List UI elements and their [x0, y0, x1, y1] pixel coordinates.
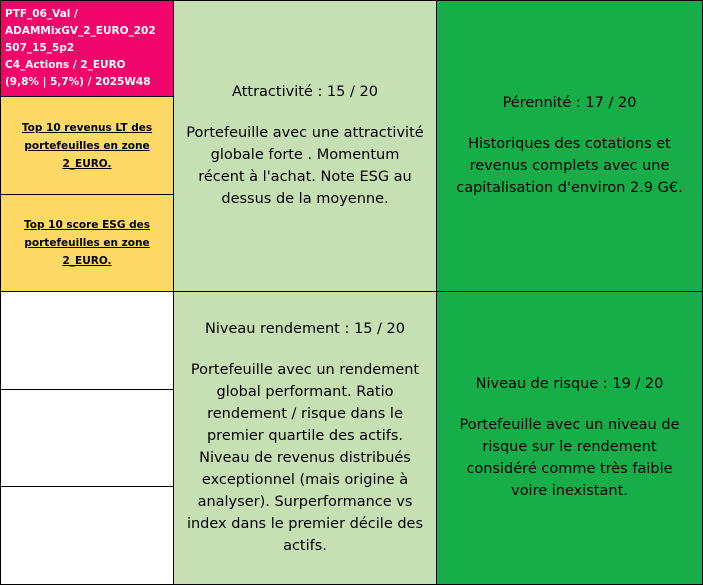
description-line: globale forte . Momentum: [210, 147, 400, 163]
top-revenus-link-line: 2_EURO.: [62, 157, 112, 170]
description-line: Historiques des cotations et: [468, 136, 671, 152]
description-line: exceptionnel (mais origine à: [201, 472, 409, 488]
description-line: index dans le premier décile des: [186, 516, 424, 532]
portfolio-header-cell: [0, 0, 174, 97]
top-esg-link[interactable]: [24, 216, 150, 270]
description-line: rendement / risque dans le: [207, 406, 403, 422]
perennite-title: Pérennité : 17 / 20: [502, 95, 637, 111]
rendement-title: Niveau rendement : 15 / 20: [205, 321, 405, 337]
empty-cell: [0, 389, 174, 487]
description-line: revenus complets avec une: [469, 158, 670, 174]
empty-cell: [0, 291, 174, 390]
description-line: risque sur le rendement: [482, 439, 657, 455]
attractivite-title: Attractivité : 15 / 20: [232, 84, 378, 100]
description-line: dessus de la moyenne.: [221, 191, 389, 207]
top-esg-link-line: Top 10 score ESG des: [24, 219, 150, 231]
portfolio-header-line: (9,8% | 5,7%) / 2025W48: [5, 76, 151, 88]
top-revenus-link-line: Top 10 revenus LT des: [21, 121, 153, 134]
description-line: récent à l'achat. Note ESG au: [198, 169, 412, 185]
description-line: voire inexistant.: [511, 483, 628, 499]
top-revenus-link-line: portefeuilles en zone: [24, 139, 150, 152]
top-esg-cell: [0, 194, 174, 292]
portfolio-header-line: ADAMMixGV_2_EURO_202: [5, 25, 156, 37]
portfolio-header-line: 507_15_5p2: [5, 42, 75, 54]
description-line: Portefeuille avec un niveau de: [459, 417, 680, 433]
description-line: Portefeuille avec un rendement: [190, 362, 420, 378]
description-line: capitalisation d'environ 2.9 G€.: [456, 180, 683, 196]
top-esg-link-line: portefeuilles en zone: [24, 237, 150, 249]
description-line: actifs.: [283, 538, 327, 554]
rendement-cell: [173, 291, 437, 585]
portfolio-header-line: PTF_06_Val /: [5, 8, 78, 20]
description-line: Niveau de revenus distribués: [199, 450, 411, 466]
risque-description: [460, 414, 680, 502]
perennite-description: [456, 133, 683, 199]
top-revenus-link[interactable]: [22, 119, 152, 173]
attractivite-cell: [173, 0, 437, 292]
empty-cell: [0, 486, 174, 585]
description-line: global performant. Ratio: [216, 384, 394, 400]
top-esg-link-line: 2_EURO.: [62, 255, 112, 267]
risque-cell: [436, 291, 703, 585]
top-revenus-cell: [0, 96, 174, 195]
description-line: analyser). Surperformance vs: [197, 494, 413, 510]
perennite-cell: [436, 0, 703, 292]
portfolio-header-line: C4_Actions / 2_EURO: [5, 59, 126, 71]
description-line: considéré comme très faible: [466, 461, 673, 477]
description-line: Portefeuille avec une attractivité: [186, 125, 424, 141]
attractivite-description: [186, 122, 423, 210]
rendement-description: [187, 359, 423, 557]
description-line: premier quartile des actifs.: [206, 428, 404, 444]
risque-title: Niveau de risque : 19 / 20: [475, 376, 664, 392]
